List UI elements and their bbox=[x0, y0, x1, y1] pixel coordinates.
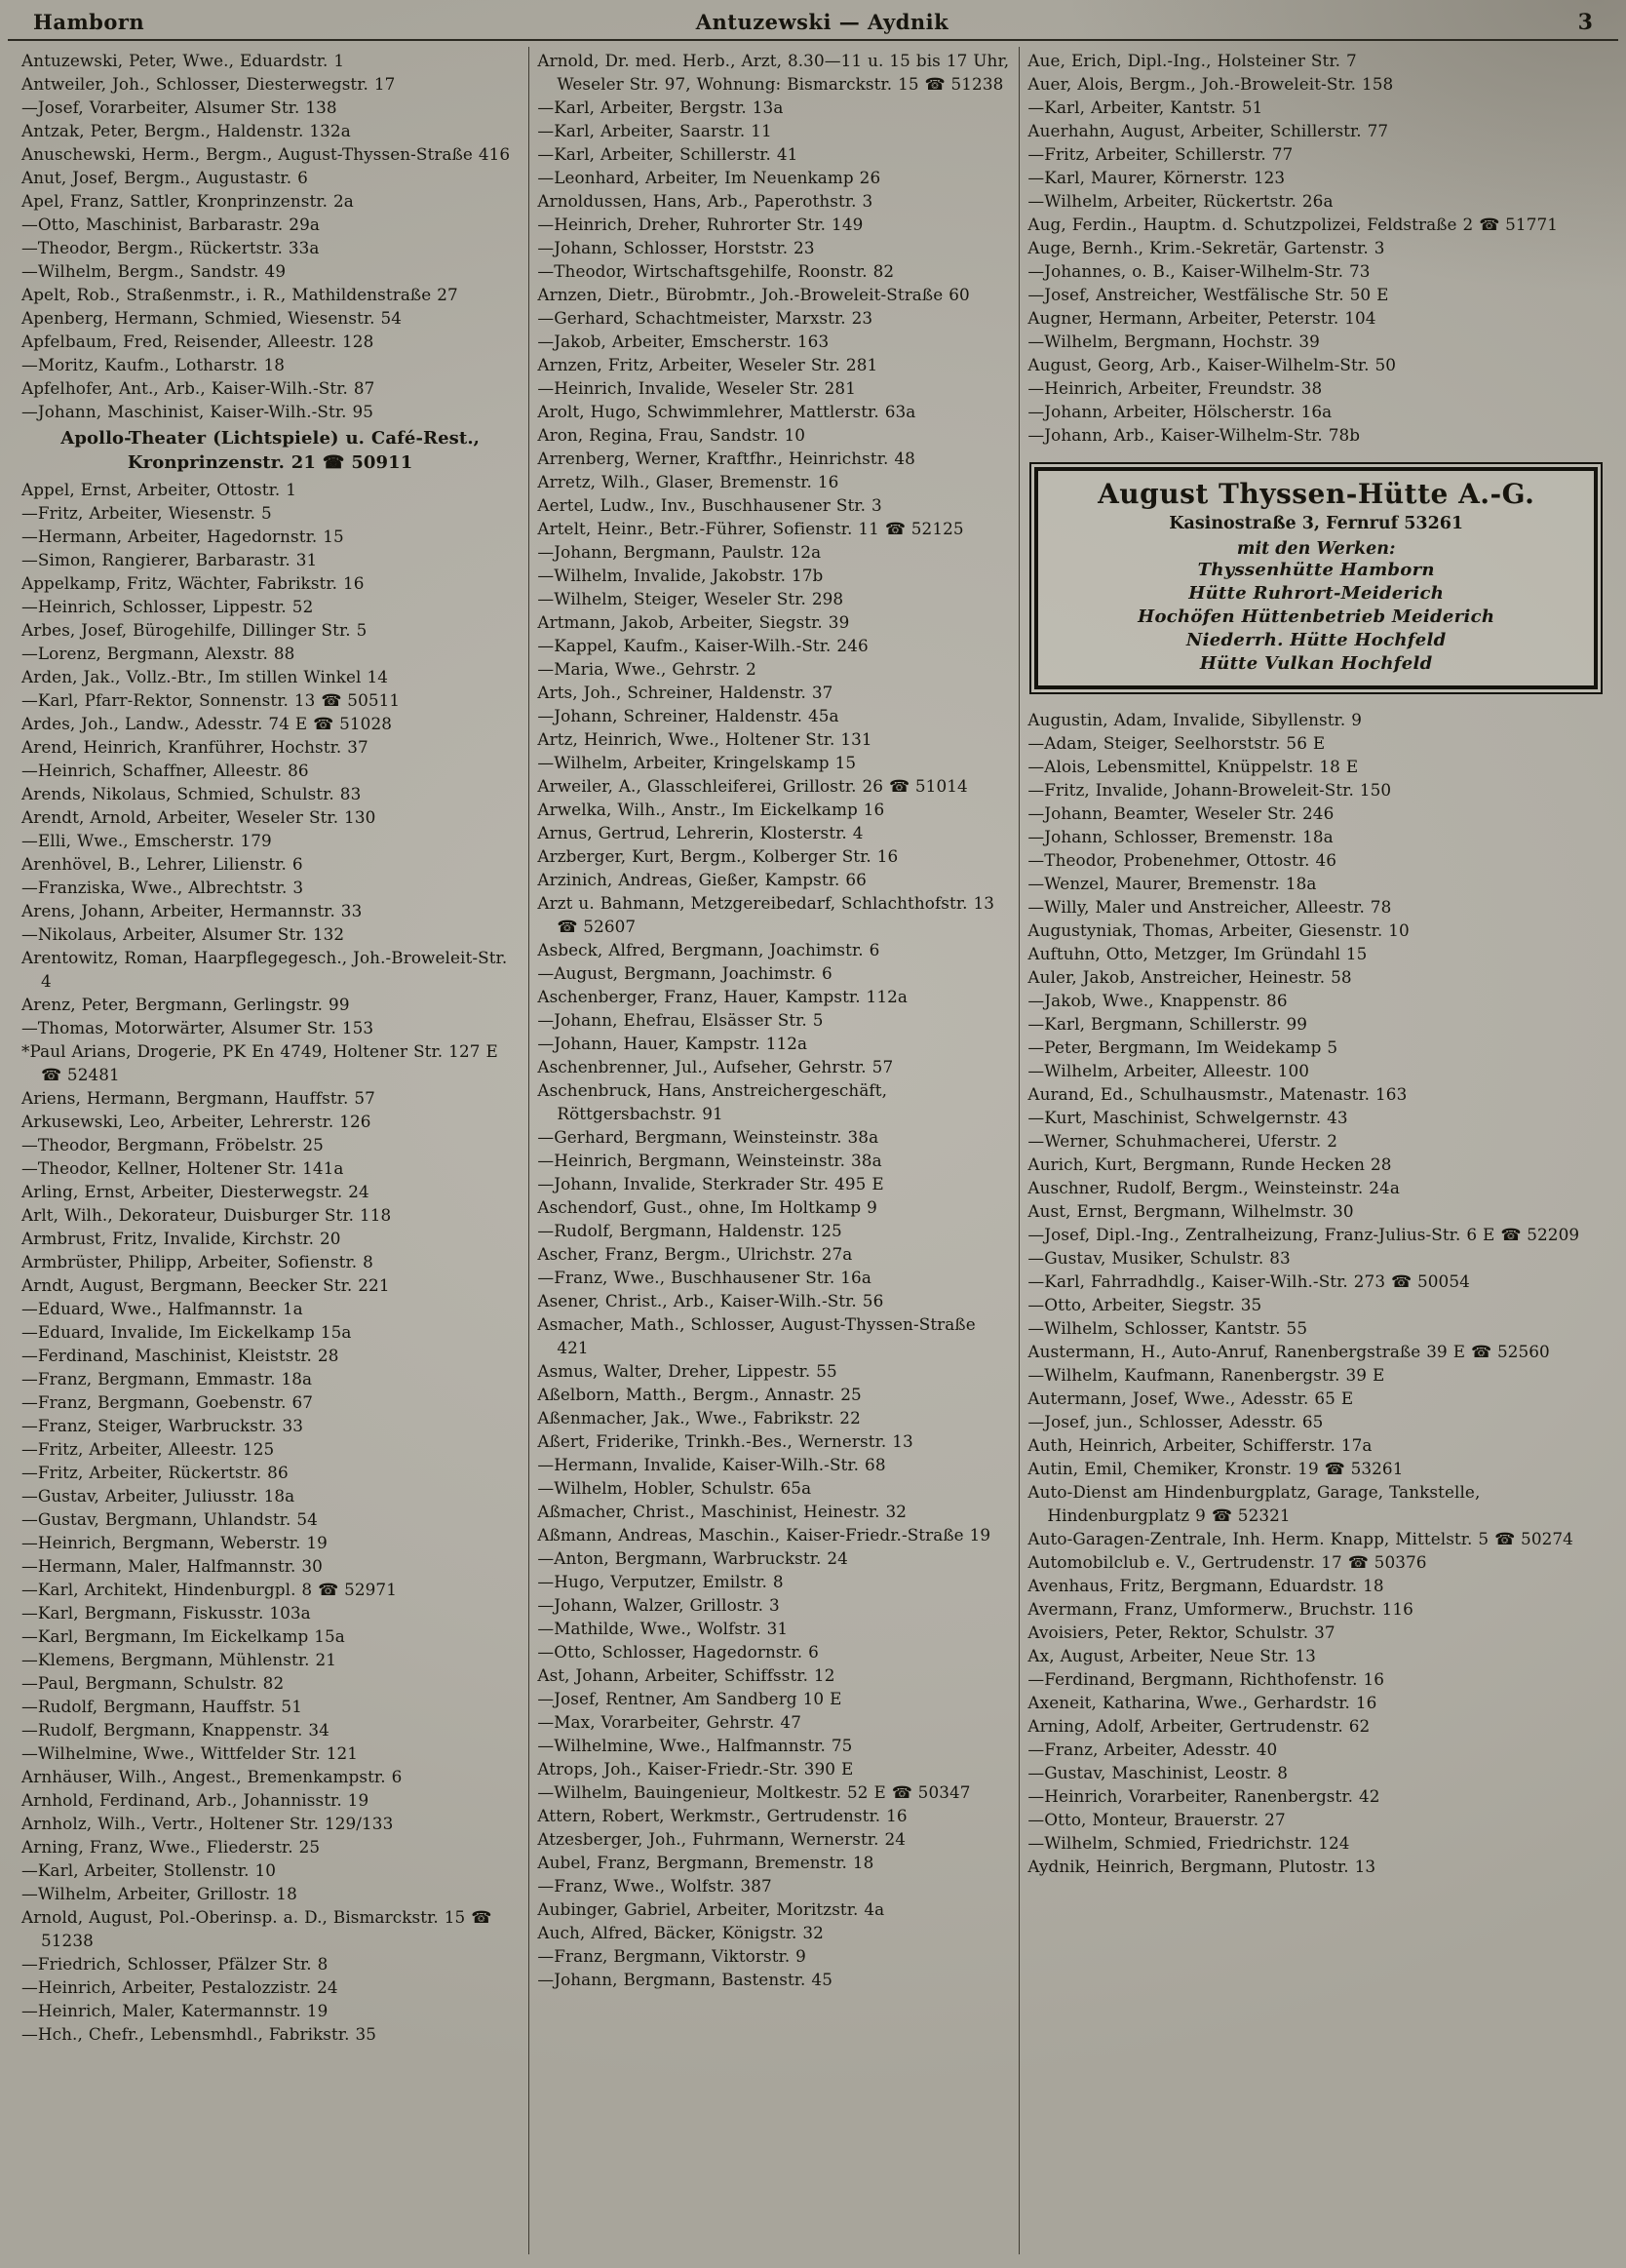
thyssen-advertisement bbox=[1029, 462, 1603, 694]
column-left bbox=[14, 47, 529, 2254]
directory-entry: —Ferdinand, Bergmann, Richthofenstr. 16 bbox=[1027, 1669, 1385, 1689]
directory-entry: Auto-Dienst am Hindenburgplatz, Garage, Tankstelle, Hindenburgplatz 9 ☎ 52321 bbox=[1027, 1482, 1481, 1525]
directory-entry: —Franz, Wwe., Wolfstr. 387 bbox=[537, 1876, 772, 1896]
directory-entry: —Eduard, Wwe., Halfmannstr. 1a bbox=[21, 1299, 303, 1318]
directory-entry: —Jakob, Arbeiter, Emscherstr. 163 bbox=[537, 332, 830, 351]
ad-works-line: Thyssenhütte Hamborn bbox=[1197, 560, 1435, 580]
directory-entry: —Leonhard, Arbeiter, Im Neuenkamp 26 bbox=[537, 168, 881, 187]
directory-entry: —Ferdinand, Maschinist, Kleiststr. 28 bbox=[21, 1346, 339, 1365]
directory-entry: Auler, Jakob, Anstreicher, Heinestr. 58 bbox=[1027, 967, 1352, 987]
directory-entry: —Wilhelm, Kaufmann, Ranenbergstr. 39 E bbox=[1027, 1365, 1385, 1385]
directory-entry: Aust, Ernst, Bergmann, Wilhelmstr. 30 bbox=[1027, 1201, 1354, 1221]
directory-entry: —Karl, Arbeiter, Stollenstr. 10 bbox=[21, 1860, 277, 1880]
directory-entry: —Kurt, Maschinist, Schwelgernstr. 43 bbox=[1027, 1108, 1348, 1127]
directory-entry: Arzt u. Bahmann, Metzgereibedarf, Schlachthofstr. 13 ☎ 52607 bbox=[537, 893, 995, 936]
directory-entry: —Fritz, Arbeiter, Rückertstr. 86 bbox=[21, 1463, 289, 1482]
directory-entry: Apel, Franz, Sattler, Kronprinzenstr. 2a bbox=[21, 191, 354, 211]
directory-entry: —Elli, Wwe., Emscherstr. 179 bbox=[21, 831, 272, 850]
directory-entry: —Hugo, Verputzer, Emilstr. 8 bbox=[537, 1572, 784, 1591]
directory-entry: Asener, Christ., Arb., Kaiser-Wilh.-Str. 56 bbox=[537, 1291, 884, 1310]
directory-entry: Arnzen, Fritz, Arbeiter, Weseler Str. 281 bbox=[537, 355, 878, 374]
directory-entry: —Wilhelm, Arbeiter, Alleestr. 100 bbox=[1027, 1061, 1310, 1080]
directory-entry: Arts, Joh., Schreiner, Haldenstr. 37 bbox=[537, 683, 833, 702]
directory-entry: —Klemens, Bergmann, Mühlenstr. 21 bbox=[21, 1650, 337, 1669]
directory-entry: —Karl, Arbeiter, Bergstr. 13a bbox=[537, 98, 784, 117]
thyssen-advertisement-inner bbox=[1034, 467, 1598, 689]
directory-entry: Appel, Ernst, Arbeiter, Ottostr. 1 bbox=[21, 480, 297, 499]
directory-entry: Anut, Josef, Bergm., Augustastr. 6 bbox=[21, 168, 308, 187]
directory-entry: Auge, Bernh., Krim.-Sekretär, Gartenstr. 3 bbox=[1027, 238, 1385, 257]
directory-entry: Aschenbruck, Hans, Anstreichergeschäft, Röttgersbachstr. 91 bbox=[537, 1080, 888, 1123]
directory-entry: Armbrust, Fritz, Invalide, Kirchstr. 20 bbox=[21, 1229, 341, 1248]
directory-entry: —Wilhelmine, Wwe., Halfmannstr. 75 bbox=[537, 1736, 853, 1755]
directory-entry: —Johann, Schreiner, Haldenstr. 45a bbox=[537, 706, 839, 725]
directory-entry: —Johann, Bergmann, Bastenstr. 45 bbox=[537, 1970, 832, 1989]
directory-entry: Arenhövel, B., Lehrer, Lilienstr. 6 bbox=[21, 854, 303, 874]
directory-entry: Ariens, Hermann, Bergmann, Hauffstr. 57 bbox=[21, 1088, 375, 1108]
directory-entry: —Nikolaus, Arbeiter, Alsumer Str. 132 bbox=[21, 924, 345, 944]
directory-entry: —Theodor, Probenehmer, Ottostr. 46 bbox=[1027, 850, 1337, 870]
directory-entry: —Heinrich, Schaffner, Alleestr. 86 bbox=[21, 761, 309, 780]
directory-entry: —Wenzel, Maurer, Bremenstr. 18a bbox=[1027, 874, 1317, 893]
directory-entry: —Wilhelm, Arbeiter, Kringelskamp 15 bbox=[537, 753, 857, 772]
directory-entry: *Paul Arians, Drogerie, PK En 4749, Holtener Str. 127 E ☎ 52481 bbox=[21, 1041, 498, 1084]
directory-entry: Armbrüster, Philipp, Arbeiter, Sofienstr. 8 bbox=[21, 1252, 373, 1271]
directory-entry: —Heinrich, Vorarbeiter, Ranenbergstr. 42 bbox=[1027, 1786, 1380, 1806]
directory-entry: Auerhahn, August, Arbeiter, Schillerstr. 77 bbox=[1027, 121, 1389, 140]
directory-entry: —Franz, Bergmann, Goebenstr. 67 bbox=[21, 1392, 314, 1412]
directory-entry: —Wilhelm, Schlosser, Kantstr. 55 bbox=[1027, 1318, 1308, 1338]
directory-entry: —Otto, Schlosser, Hagedornstr. 6 bbox=[537, 1642, 819, 1662]
header-name-range: Antuzewski — Aydnik bbox=[695, 10, 949, 34]
directory-entry: —Fritz, Arbeiter, Schillerstr. 77 bbox=[1027, 144, 1294, 164]
directory-entry: Axeneit, Katharina, Wwe., Gerhardstr. 16 bbox=[1027, 1693, 1377, 1712]
directory-entry: Arweiler, A., Glasschleiferei, Grillostr. 26 ☎ 51014 bbox=[537, 776, 968, 796]
ad-works-line: Hütte Ruhrort-Meiderich bbox=[1188, 583, 1445, 604]
directory-entry: Apfelhofer, Ant., Arb., Kaiser-Wilh.-Str. 87 bbox=[21, 378, 375, 398]
directory-entry: —Josef, jun., Schlosser, Adesstr. 65 bbox=[1027, 1412, 1324, 1431]
column-right-bottom-entries bbox=[1027, 708, 1607, 1878]
directory-entry: —August, Bergmann, Joachimstr. 6 bbox=[537, 963, 832, 983]
directory-entry: Arend, Heinrich, Kranführer, Hochstr. 37 bbox=[21, 737, 368, 757]
directory-entry: Augustin, Adam, Invalide, Sibyllenstr. 9 bbox=[1027, 710, 1362, 729]
directory-entry: Arnzen, Dietr., Bürobmtr., Joh.-Broweleit-Straße 60 bbox=[537, 285, 970, 304]
directory-entry: Arndt, August, Bergmann, Beecker Str. 221 bbox=[21, 1275, 390, 1295]
directory-entry: —Kappel, Kaufm., Kaiser-Wilh.-Str. 246 bbox=[537, 636, 869, 655]
directory-entry: —Hermann, Arbeiter, Hagedornstr. 15 bbox=[21, 527, 344, 546]
directory-entry: Apollo-Theater (Lichtspiele) u. Café-Rest., Kronprinzenstr. 21 ☎ 50911 bbox=[60, 428, 481, 473]
directory-entry: —Heinrich, Arbeiter, Pestalozzistr. 24 bbox=[21, 1977, 338, 1997]
directory-entry: Aubel, Franz, Bergmann, Bremenstr. 18 bbox=[537, 1853, 874, 1872]
directory-entry: —Thomas, Motorwärter, Alsumer Str. 153 bbox=[21, 1018, 374, 1037]
directory-entry: Antuzewski, Peter, Wwe., Eduardstr. 1 bbox=[21, 51, 345, 70]
directory-entry: Arrenberg, Werner, Kraftfhr., Heinrichstr. 48 bbox=[537, 449, 915, 468]
directory-entry: Aschendorf, Gust., ohne, Im Holtkamp 9 bbox=[537, 1197, 877, 1217]
directory-entry: —Wilhelm, Schmied, Friedrichstr. 124 bbox=[1027, 1833, 1350, 1853]
directory-entry: —Wilhelm, Arbeiter, Rückertstr. 26a bbox=[1027, 191, 1334, 211]
directory-entry: —Karl, Bergmann, Fiskusstr. 103a bbox=[21, 1603, 311, 1623]
directory-entry: Aßenmacher, Jak., Wwe., Fabrikstr. 22 bbox=[537, 1408, 861, 1427]
directory-entry: —Gerhard, Bergmann, Weinsteinstr. 38a bbox=[537, 1127, 879, 1147]
directory-entry: Auch, Alfred, Bäcker, Königstr. 32 bbox=[537, 1923, 824, 1942]
directory-entry: —Maria, Wwe., Gehrstr. 2 bbox=[537, 659, 756, 679]
ad-address-phone: Kasinostraße 3, Fernruf 53261 bbox=[1169, 514, 1464, 533]
directory-entry: Arning, Franz, Wwe., Fliederstr. 25 bbox=[21, 1837, 321, 1857]
directory-entry: Antzak, Peter, Bergm., Haldenstr. 132a bbox=[21, 121, 351, 140]
directory-entry: Arnhäuser, Wilh., Angest., Bremenkampstr. 6 bbox=[21, 1767, 403, 1786]
ad-works-line: Hochöfen Hüttenbetrieb Meiderich bbox=[1138, 606, 1495, 627]
directory-entry: —Karl, Bergmann, Im Eickelkamp 15a bbox=[21, 1626, 345, 1646]
column-right-top-entries bbox=[1027, 49, 1607, 447]
directory-entry: —Wilhelm, Bergmann, Hochstr. 39 bbox=[1027, 332, 1320, 351]
directory-entry: Arentowitz, Roman, Haarpflegegesch., Joh.-Broweleit-Str. 4 bbox=[21, 948, 508, 991]
directory-entry: —Karl, Fahrradhdlg., Kaiser-Wilh.-Str. 273 ☎ 50054 bbox=[1027, 1271, 1470, 1291]
directory-columns bbox=[0, 41, 1626, 2254]
directory-entry: —Fritz, Arbeiter, Alleestr. 125 bbox=[21, 1439, 275, 1459]
directory-entry: —Simon, Rangierer, Barbarastr. 31 bbox=[21, 550, 318, 569]
ad-company-name: August Thyssen-Hütte A.-G. bbox=[1098, 478, 1535, 510]
directory-entry: Arends, Nikolaus, Schmied, Schulstr. 83 bbox=[21, 784, 362, 803]
directory-entry: —Franz, Bergmann, Viktorstr. 9 bbox=[537, 1946, 806, 1966]
directory-entry: —Franz, Arbeiter, Adesstr. 40 bbox=[1027, 1740, 1278, 1759]
directory-entry: Arkusewski, Leo, Arbeiter, Lehrerstr. 126 bbox=[21, 1112, 371, 1131]
directory-entry: Aydnik, Heinrich, Bergmann, Plutostr. 13 bbox=[1027, 1857, 1376, 1876]
directory-entry: —Theodor, Kellner, Holtener Str. 141a bbox=[21, 1158, 344, 1178]
directory-entry: Aug, Ferdin., Hauptm. d. Schutzpolizei, Feldstraße 2 ☎ 51771 bbox=[1027, 215, 1559, 234]
directory-entry: —Franz, Wwe., Buschhausener Str. 16a bbox=[537, 1268, 871, 1287]
directory-entry: —Wilhelmine, Wwe., Wittfelder Str. 121 bbox=[21, 1743, 359, 1763]
directory-entry: Asmus, Walter, Dreher, Lippestr. 55 bbox=[537, 1361, 837, 1381]
directory-entry: —Johannes, o. B., Kaiser-Wilhelm-Str. 73 bbox=[1027, 261, 1371, 281]
directory-entry: —Johann, Arb., Kaiser-Wilhelm-Str. 78b bbox=[1027, 425, 1361, 445]
directory-entry: Arnus, Gertrud, Lehrerin, Klosterstr. 4 bbox=[537, 823, 864, 842]
directory-entry: Arnholz, Wilh., Vertr., Holtener Str. 129/133 bbox=[21, 1814, 394, 1833]
directory-entry: Atzesberger, Joh., Fuhrmann, Wernerstr. 24 bbox=[537, 1829, 906, 1849]
directory-entry: Anuschewski, Herm., Bergm., August-Thyssen-Straße 416 bbox=[21, 144, 511, 164]
directory-entry: Auth, Heinrich, Arbeiter, Schifferstr. 17a bbox=[1027, 1435, 1373, 1455]
directory-entry: Arens, Johann, Arbeiter, Hermannstr. 33 bbox=[21, 901, 363, 920]
directory-entry: Arzberger, Kurt, Bergm., Kolberger Str. 16 bbox=[537, 846, 899, 866]
directory-entry: —Josef, Vorarbeiter, Alsumer Str. 138 bbox=[21, 98, 337, 117]
directory-entry: —Friedrich, Schlosser, Pfälzer Str. 8 bbox=[21, 1954, 329, 1974]
directory-entry: —Willy, Maler und Anstreicher, Alleestr. 78 bbox=[1027, 897, 1392, 917]
directory-entry: Aubinger, Gabriel, Arbeiter, Moritzstr. 4a bbox=[537, 1899, 885, 1919]
directory-entry: Avermann, Franz, Umformerw., Bruchstr. 116 bbox=[1027, 1599, 1413, 1619]
directory-entry: —Karl, Pfarr-Rektor, Sonnenstr. 13 ☎ 50511 bbox=[21, 690, 401, 710]
header-place-name: Hamborn bbox=[33, 10, 145, 34]
directory-entry: Ax, August, Arbeiter, Neue Str. 13 bbox=[1027, 1646, 1316, 1665]
directory-entry: —Karl, Arbeiter, Kantstr. 51 bbox=[1027, 98, 1263, 117]
directory-entry: —Mathilde, Wwe., Wolfstr. 31 bbox=[537, 1619, 789, 1638]
directory-entry: —Karl, Maurer, Körnerstr. 123 bbox=[1027, 168, 1286, 187]
directory-entry: —Rudolf, Bergmann, Haldenstr. 125 bbox=[537, 1221, 842, 1240]
directory-entry: —Werner, Schuhmacherei, Uferstr. 2 bbox=[1027, 1131, 1338, 1151]
ad-works-intro: mit den Werken: bbox=[1236, 539, 1396, 559]
directory-entry: —Adam, Steiger, Seelhorststr. 56 E bbox=[1027, 733, 1326, 753]
directory-entry: Auer, Alois, Bergm., Joh.-Broweleit-Str. 158 bbox=[1027, 74, 1394, 94]
directory-entry: Ast, Johann, Arbeiter, Schiffsstr. 12 bbox=[537, 1665, 835, 1685]
directory-entry: —Eduard, Invalide, Im Eickelkamp 15a bbox=[21, 1322, 352, 1342]
ad-works-line: Hütte Vulkan Hochfeld bbox=[1199, 653, 1433, 674]
directory-entry: Artelt, Heinr., Betr.-Führer, Sofienstr. 11 ☎ 52125 bbox=[537, 519, 964, 538]
directory-entry: —Theodor, Bergm., Rückertstr. 33a bbox=[21, 238, 320, 257]
directory-entry: Aßert, Friderike, Trinkh.-Bes., Wernerstr. 13 bbox=[537, 1431, 913, 1451]
directory-entry: —Otto, Arbeiter, Siegstr. 35 bbox=[1027, 1295, 1262, 1314]
directory-entry: Arwelka, Wilh., Anstr., Im Eickelkamp 16 bbox=[537, 800, 885, 819]
directory-entry: Arenz, Peter, Bergmann, Gerlingstr. 99 bbox=[21, 995, 350, 1014]
directory-entry: Avenhaus, Fritz, Bergmann, Eduardstr. 18 bbox=[1027, 1576, 1384, 1595]
directory-entry: —Franz, Bergmann, Emmastr. 18a bbox=[21, 1369, 313, 1388]
directory-entry: Augustyniak, Thomas, Arbeiter, Giesenstr. 10 bbox=[1027, 920, 1410, 940]
directory-entry: Artz, Heinrich, Wwe., Holtener Str. 131 bbox=[537, 729, 872, 749]
directory-entry: Arretz, Wilh., Glaser, Bremenstr. 16 bbox=[537, 472, 839, 491]
directory-entry: —Wilhelm, Invalide, Jakobstr. 17b bbox=[537, 566, 824, 585]
directory-entry: —Johann, Invalide, Sterkrader Str. 495 E bbox=[537, 1174, 884, 1193]
directory-entry: —Fritz, Arbeiter, Wiesenstr. 5 bbox=[21, 503, 272, 523]
directory-entry: Aron, Regina, Frau, Sandstr. 10 bbox=[537, 425, 806, 445]
directory-entry: Attern, Robert, Werkmstr., Gertrudenstr. 16 bbox=[537, 1806, 908, 1825]
directory-entry: —Wilhelm, Steiger, Weseler Str. 298 bbox=[537, 589, 844, 608]
directory-entry: August, Georg, Arb., Kaiser-Wilhelm-Str. 50 bbox=[1027, 355, 1397, 374]
directory-entry: —Karl, Bergmann, Schillerstr. 99 bbox=[1027, 1014, 1308, 1034]
directory-entry: Aurich, Kurt, Bergmann, Runde Hecken 28 bbox=[1027, 1154, 1392, 1174]
directory-entry: Aßmacher, Christ., Maschinist, Heinestr. 32 bbox=[537, 1502, 908, 1521]
directory-entry: —Josef, Anstreicher, Westfälische Str. 50 E bbox=[1027, 285, 1389, 304]
directory-entry: —Johann, Hauer, Kampstr. 112a bbox=[537, 1034, 808, 1053]
directory-entry: —Theodor, Wirtschaftsgehilfe, Roonstr. 82 bbox=[537, 261, 895, 281]
running-header bbox=[8, 0, 1618, 41]
ad-works-line: Niederrh. Hütte Hochfeld bbox=[1185, 630, 1447, 650]
directory-entry: —Heinrich, Bergmann, Weberstr. 19 bbox=[21, 1533, 328, 1552]
directory-entry: —Heinrich, Schlosser, Lippestr. 52 bbox=[21, 597, 314, 616]
directory-entry: Auto-Garagen-Zentrale, Inh. Herm. Knapp, Mittelstr. 5 ☎ 50274 bbox=[1027, 1529, 1573, 1548]
directory-entry: Arzinich, Andreas, Gießer, Kampstr. 66 bbox=[537, 870, 867, 889]
directory-entry: —Johann, Maschinist, Kaiser-Wilh.-Str. 95 bbox=[21, 402, 374, 421]
directory-entry: —Gustav, Musiker, Schulstr. 83 bbox=[1027, 1248, 1291, 1268]
directory-entry: —Lorenz, Bergmann, Alexstr. 88 bbox=[21, 644, 295, 663]
directory-entry: Arendt, Arnold, Arbeiter, Weseler Str. 130 bbox=[21, 807, 376, 827]
directory-entry: —Heinrich, Invalide, Weseler Str. 281 bbox=[537, 378, 856, 398]
directory-entry: Apfelbaum, Fred, Reisender, Alleestr. 128 bbox=[21, 332, 374, 351]
directory-entry: —Otto, Monteur, Brauerstr. 27 bbox=[1027, 1810, 1286, 1829]
directory-entry: Autin, Emil, Chemiker, Kronstr. 19 ☎ 53261 bbox=[1027, 1459, 1404, 1478]
directory-entry: —Heinrich, Dreher, Ruhrorter Str. 149 bbox=[537, 215, 864, 234]
directory-entry: Artmann, Jakob, Arbeiter, Siegstr. 39 bbox=[537, 612, 850, 632]
directory-entry: —Johann, Schlosser, Bremenstr. 18a bbox=[1027, 827, 1334, 846]
ad-works-list bbox=[1048, 559, 1584, 676]
column-middle bbox=[529, 47, 1020, 2254]
directory-entry: Aurand, Ed., Schulhausmstr., Matenastr. 163 bbox=[1027, 1084, 1408, 1104]
directory-entry: —Max, Vorarbeiter, Gehrstr. 47 bbox=[537, 1712, 801, 1732]
directory-entry: Augner, Hermann, Arbeiter, Peterstr. 104 bbox=[1027, 308, 1376, 328]
directory-entry: —Paul, Bergmann, Schulstr. 82 bbox=[21, 1673, 285, 1693]
directory-entry: —Otto, Maschinist, Barbarastr. 29a bbox=[21, 215, 320, 234]
directory-entry: Aue, Erich, Dipl.-Ing., Holsteiner Str. 7 bbox=[1027, 51, 1357, 70]
directory-entry: Ardes, Joh., Landw., Adesstr. 74 E ☎ 51028 bbox=[21, 714, 393, 733]
directory-entry: —Josef, Rentner, Am Sandberg 10 E bbox=[537, 1689, 842, 1708]
directory-entry: —Theodor, Bergmann, Fröbelstr. 25 bbox=[21, 1135, 324, 1154]
directory-entry: Autermann, Josef, Wwe., Adesstr. 65 E bbox=[1027, 1388, 1354, 1408]
directory-entry: —Gerhard, Schachtmeister, Marxstr. 23 bbox=[537, 308, 873, 328]
directory-entry: Arling, Ernst, Arbeiter, Diesterwegstr. 24 bbox=[21, 1182, 369, 1201]
directory-entry: Appelkamp, Fritz, Wächter, Fabrikstr. 16 bbox=[21, 573, 365, 593]
page-number: 3 bbox=[1577, 10, 1593, 35]
directory-entry: Aßelborn, Matth., Bergm., Annastr. 25 bbox=[537, 1385, 862, 1404]
directory-entry: Austermann, H., Auto-Anruf, Ranenbergstraße 39 E ☎ 52560 bbox=[1027, 1342, 1550, 1361]
directory-entry: Arden, Jak., Vollz.-Btr., Im stillen Winkel 14 bbox=[21, 667, 388, 686]
directory-entry: —Franziska, Wwe., Albrechtstr. 3 bbox=[21, 878, 304, 897]
directory-entry: —Johann, Walzer, Grillostr. 3 bbox=[537, 1595, 780, 1615]
directory-entry: Arnold, Dr. med. Herb., Arzt, 8.30—11 u. 15 bis 17 Uhr, Weseler Str. 97, Wohnung: Bismarckstr. 15 ☎ 51238 bbox=[537, 51, 1010, 94]
directory-entry: —Moritz, Kaufm., Lotharstr. 18 bbox=[21, 355, 286, 374]
directory-entry: Arnold, August, Pol.-Oberinsp. a. D., Bismarckstr. 15 ☎ 51238 bbox=[21, 1907, 492, 1950]
directory-entry: Aßmann, Andreas, Maschin., Kaiser-Friedr.-Straße 19 bbox=[537, 1525, 991, 1545]
column-right bbox=[1020, 47, 1616, 2254]
directory-entry: Arolt, Hugo, Schwimmlehrer, Mattlerstr. 63a bbox=[537, 402, 916, 421]
directory-entry: —Franz, Steiger, Warbruckstr. 33 bbox=[21, 1416, 304, 1435]
directory-entry: —Anton, Bergmann, Warbruckstr. 24 bbox=[537, 1548, 848, 1568]
directory-entry: Aschenbrenner, Jul., Aufseher, Gehrstr. 57 bbox=[537, 1057, 894, 1076]
directory-entry: —Jakob, Wwe., Knappenstr. 86 bbox=[1027, 991, 1288, 1010]
directory-entry: —Heinrich, Bergmann, Weinsteinstr. 38a bbox=[537, 1151, 882, 1170]
directory-entry: Automobilclub e. V., Gertrudenstr. 17 ☎ 50376 bbox=[1027, 1552, 1427, 1572]
directory-entry: —Alois, Lebensmittel, Knüppelstr. 18 E bbox=[1027, 757, 1359, 776]
directory-entry: Aertel, Ludw., Inv., Buschhausener Str. 3 bbox=[537, 495, 882, 515]
directory-entry: —Wilhelm, Hobler, Schulstr. 65a bbox=[537, 1478, 812, 1498]
directory-entry: Apelt, Rob., Straßenmstr., i. R., Mathildenstraße 27 bbox=[21, 285, 458, 304]
directory-entry: —Karl, Arbeiter, Saarstr. 11 bbox=[537, 121, 772, 140]
directory-entry: —Gustav, Maschinist, Leostr. 8 bbox=[1027, 1763, 1289, 1782]
directory-entry: Arnoldussen, Hans, Arb., Paperothstr. 3 bbox=[537, 191, 873, 211]
directory-entry: —Rudolf, Bergmann, Knappenstr. 34 bbox=[21, 1720, 329, 1740]
directory-entry: —Johann, Arbeiter, Hölscherstr. 16a bbox=[1027, 402, 1333, 421]
directory-entry: —Johann, Beamter, Weseler Str. 246 bbox=[1027, 803, 1335, 823]
directory-entry: Arlt, Wilh., Dekorateur, Duisburger Str. 118 bbox=[21, 1205, 392, 1225]
directory-entry: —Johann, Bergmann, Paulstr. 12a bbox=[537, 542, 822, 562]
directory-entry: Ascher, Franz, Bergm., Ulrichstr. 27a bbox=[537, 1244, 853, 1264]
directory-entry: Auschner, Rudolf, Bergm., Weinsteinstr. 24a bbox=[1027, 1178, 1400, 1197]
directory-entry: —Fritz, Invalide, Johann-Broweleit-Str. 150 bbox=[1027, 780, 1392, 800]
directory-entry: —Gustav, Bergmann, Uhlandstr. 54 bbox=[21, 1509, 318, 1529]
directory-entry: —Karl, Arbeiter, Schillerstr. 41 bbox=[537, 144, 798, 164]
directory-entry: —Wilhelm, Bergm., Sandstr. 49 bbox=[21, 261, 287, 281]
directory-entry: Aschenberger, Franz, Hauer, Kampstr. 112a bbox=[537, 987, 908, 1006]
directory-entry: Auftuhn, Otto, Metzger, Im Gründahl 15 bbox=[1027, 944, 1368, 963]
directory-entry: —Gustav, Arbeiter, Juliusstr. 18a bbox=[21, 1486, 295, 1505]
directory-entry: —Hermann, Maler, Halfmannstr. 30 bbox=[21, 1556, 323, 1576]
directory-entry: —Heinrich, Maler, Katermannstr. 19 bbox=[21, 2001, 329, 2020]
directory-entry: Apenberg, Hermann, Schmied, Wiesenstr. 54 bbox=[21, 308, 403, 328]
directory-entry: —Rudolf, Bergmann, Hauffstr. 51 bbox=[21, 1697, 302, 1716]
directory-entry: —Josef, Dipl.-Ing., Zentralheizung, Franz-Julius-Str. 6 E ☎ 52209 bbox=[1027, 1225, 1580, 1244]
directory-entry: Atrops, Joh., Kaiser-Friedr.-Str. 390 E bbox=[537, 1759, 854, 1779]
directory-entry: Arbes, Josef, Bürogehilfe, Dillinger Str. 5 bbox=[21, 620, 368, 640]
directory-entry: Arnhold, Ferdinand, Arb., Johannisstr. 19 bbox=[21, 1790, 369, 1810]
directory-entry: —Hermann, Invalide, Kaiser-Wilh.-Str. 68 bbox=[537, 1455, 886, 1474]
directory-entry: —Heinrich, Arbeiter, Freundstr. 38 bbox=[1027, 378, 1323, 398]
directory-entry: Avoisiers, Peter, Rektor, Schulstr. 37 bbox=[1027, 1623, 1336, 1642]
directory-entry: —Hch., Chefr., Lebensmhdl., Fabrikstr. 35 bbox=[21, 2024, 377, 2044]
directory-entry: —Karl, Architekt, Hindenburgpl. 8 ☎ 52971 bbox=[21, 1580, 397, 1599]
directory-entry: Antweiler, Joh., Schlosser, Diesterwegstr. 17 bbox=[21, 74, 396, 94]
directory-entry: —Peter, Bergmann, Im Weidekamp 5 bbox=[1027, 1037, 1338, 1057]
directory-entry: Asmacher, Math., Schlosser, August-Thyssen-Straße 421 bbox=[537, 1314, 976, 1357]
directory-entry: —Johann, Schlosser, Horststr. 23 bbox=[537, 238, 815, 257]
directory-entry: Arning, Adolf, Arbeiter, Gertrudenstr. 62 bbox=[1027, 1716, 1371, 1736]
directory-entry: Asbeck, Alfred, Bergmann, Joachimstr. 6 bbox=[537, 940, 880, 959]
directory-entry: —Johann, Ehefrau, Elsässer Str. 5 bbox=[537, 1010, 824, 1030]
directory-entry: —Wilhelm, Arbeiter, Grillostr. 18 bbox=[21, 1884, 297, 1903]
directory-entry: —Wilhelm, Bauingenieur, Moltkestr. 52 E ☎ 50347 bbox=[537, 1782, 971, 1802]
